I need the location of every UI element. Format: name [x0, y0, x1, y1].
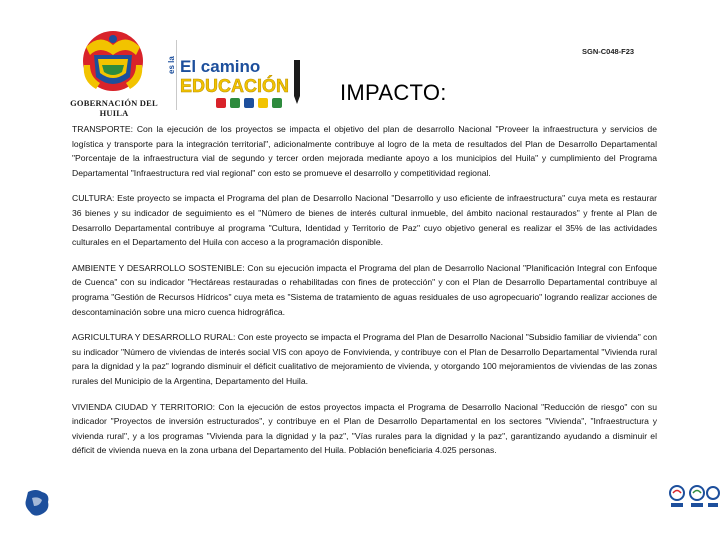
campaign-small-icons — [216, 98, 282, 108]
certification-badge-icon — [668, 484, 686, 512]
paragraph-agricultura: AGRICULTURA Y DESARROLLO RURAL: Con este proyecto se impacta el Programa del Plan de Desarrollo Nacional "Subsidio familiar de vivienda" con su indicador "Número de viviendas de interés social VIS con apoyo de Fonvivienda, y contribuye con el Plan de Desarrollo Departamental "Vivienda rural para la dignidad y la paz" logrando disminuir el déficit cualitativo de mejoramiento de vivienda, y otorgando 100 mejoramientos de viviendas de las zonas rurales del Municipio de la Argentina, Departamento del Huila. — [72, 332, 658, 386]
certification-badge-icon — [706, 484, 720, 512]
campaign-line2: EDUCACIÓN — [180, 76, 290, 96]
header-logo-area — [58, 20, 308, 120]
pencil-icon — [294, 60, 300, 104]
campaign-logo — [167, 40, 310, 118]
paragraph-ambiente: AMBIENTE Y DESARROLLO SOSTENIBLE: Con su ejecución impacta el Programa del plan de Desarrollo Nacional "Planificación Integral con Enfoque de Cuenca" con su indicador "Hectáreas restauradas o rehabilitadas con fines de protección" y con el Plan de Desarrollo Departamental contribuye al programa "Gestión de Recursos Hídricos" cuya meta es "Sistema de tratamiento de aguas residuales de uso agropecuario" logrando realizar acciones de descontaminación sobre una micro cuenca hidrográfica. — [72, 262, 657, 317]
paragraph-vivienda: VIVIENDA CIUDAD Y TERRITORIO: Con la ejecución de estos proyectos impacta el Programa de Desarrollo Nacional "Reducción de riesgo" con su indicador "Proyectos de inversión estructurados", y contribuye en el Plan de Desarrollo Departamental en los sectores "Vivienda", "Infraestructura y vivienda rural", y a los programas "Vivienda para la dignidad y la paz", "Vías rurales para la dignidad y la paz", garantizando ayudando a disminuir el déficit de vivienda nueva en la zona urbana del Departamento del Huila. Población beneficiaria 4.025 personas. — [72, 401, 657, 456]
bottom-left-map-icon — [20, 486, 54, 520]
government-name: GOBERNACIÓN DEL HUILA — [70, 98, 158, 118]
huila-coat-of-arms-icon — [80, 25, 146, 95]
page-title: IMPACTO: — [340, 80, 447, 105]
campaign-line1: El camino — [180, 57, 261, 76]
certification-badge-icon — [688, 484, 706, 512]
paragraph-transporte: TRANSPORTE: Con la ejecución de los proyectos se impacta el objetivo del plan de desarrollo Nacional "Proveer la infraestructura y servicios de logística y transporte para la integración territorial", adicionalmente contribuye al logro de la meta de resultados del Plan de Desarrollo Departamental "Porcentaje de la infraestructura vial de segundo y tercer orden mejorada mediante apoyo a los municipios del Huila" y cumplimiento del Programa Departamental "Infraestructura red vial regional" con esto se promueve el desarrollo y competitividad regional. — [72, 124, 657, 178]
paragraph-cultura: CULTURA: Este proyecto se impacta el Programa del plan de Desarrollo Nacional "Desarrollo y uso eficiente de infraestructura" cuya meta es restaurar 36 bienes y su indicador de seguimiento es el "Número de bienes de interés cultural inmueble, del ámbito nacional restaurados" y frente al Plan de Desarrollo Departamental contribuye al programa "Cultura, Identidad y Territorio de Paz" cuyo objetivo general es realizar el 35% de las actividades culturales en el Departamento del Huila con acceso a la programación disponible. — [72, 193, 657, 248]
content-body — [72, 122, 657, 469]
campaign-side-text: es la — [167, 56, 176, 74]
document-code: SGN-C048-F23 — [582, 47, 635, 56]
